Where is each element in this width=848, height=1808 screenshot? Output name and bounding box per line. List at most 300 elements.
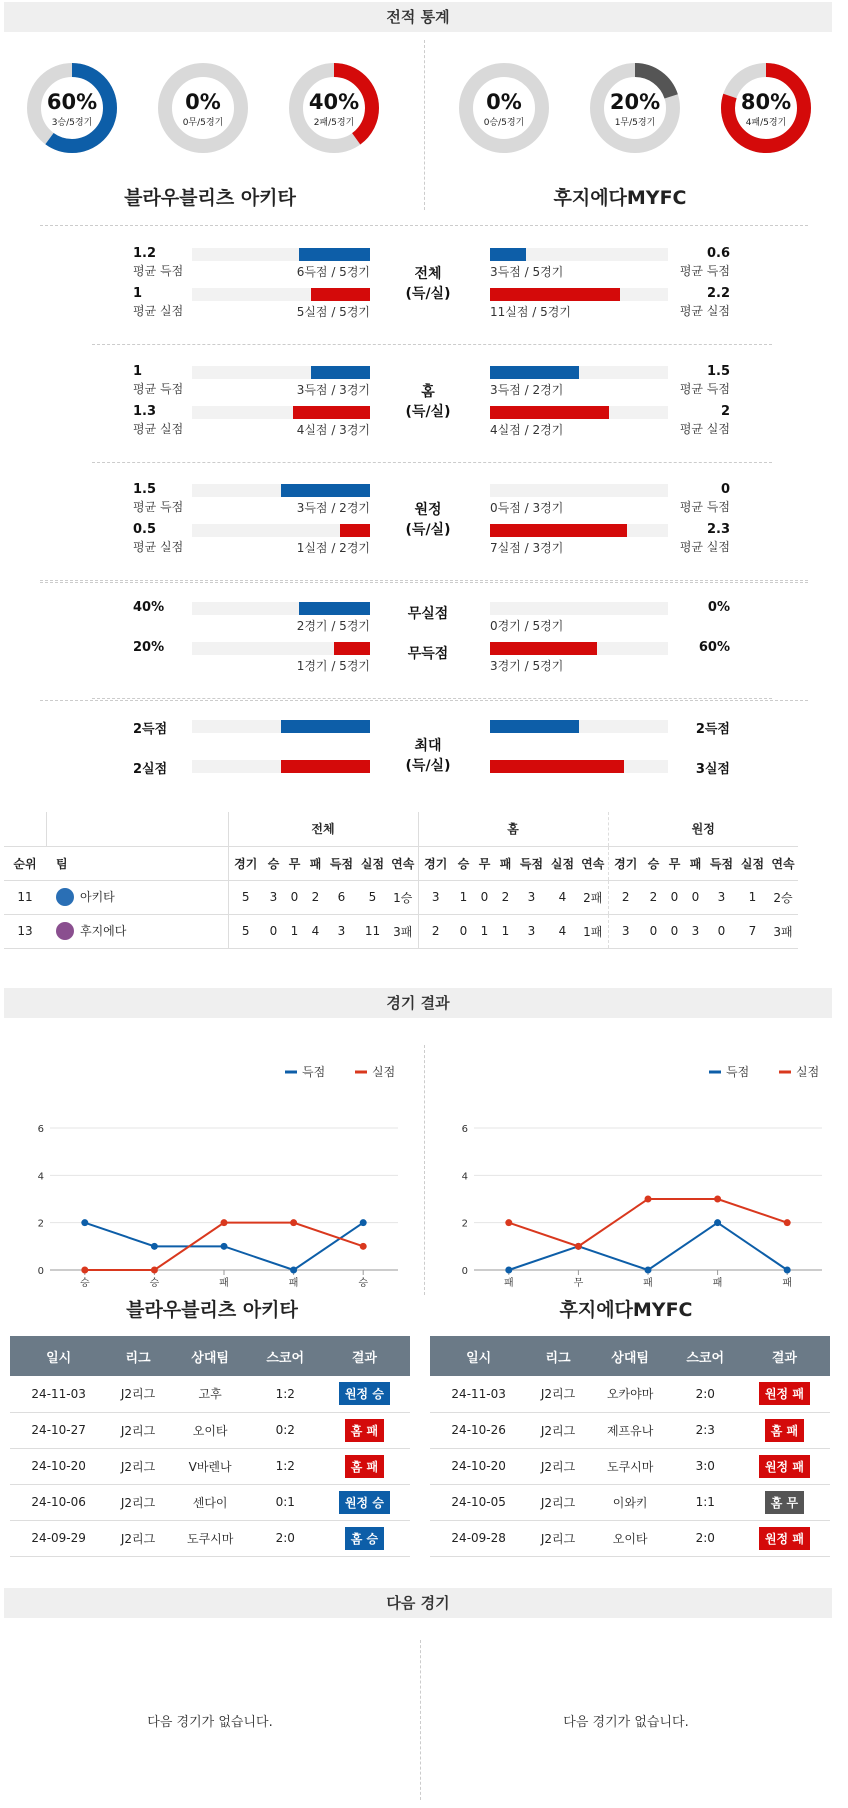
x-tick-label: 승: [358, 1278, 369, 1289]
home-stat-detail: 2경기 / 5경기: [296, 619, 370, 633]
away-stat-bar: [490, 248, 526, 261]
data-point: [784, 1219, 791, 1226]
result-outcome: [739, 1484, 830, 1520]
home-donut-2: [157, 62, 249, 154]
home-stat-value: 1: [133, 364, 143, 379]
results-col-header: 일시: [430, 1336, 527, 1376]
divider: [40, 700, 808, 701]
home-stat-detail: 3득점 / 2경기: [296, 501, 370, 515]
standings-cell: 3: [263, 880, 284, 914]
result-date: 24-10-06: [10, 1484, 107, 1520]
home-stat-detail: 1경기 / 5경기: [296, 659, 370, 673]
standings-col-연속: 연속: [768, 846, 798, 880]
standings-col-승: 승: [263, 846, 284, 880]
result-score: 1:2: [252, 1448, 319, 1484]
home-stat-bar: [299, 602, 370, 615]
standings-col-경기: 경기: [418, 846, 453, 880]
away-stat-track: [490, 484, 668, 497]
home-stat-detail: 1실점 / 2경기: [296, 541, 370, 555]
standings-cell: 1: [284, 914, 305, 948]
result-score: 3:0: [672, 1448, 739, 1484]
standings-cell: 3: [706, 880, 737, 914]
away-stat-value: 0%: [707, 600, 730, 615]
away-stat-detail: 0득점 / 3경기: [490, 501, 564, 515]
result-opponent: 이와키: [589, 1484, 672, 1520]
section-title-next: 다음 경기: [4, 1588, 832, 1618]
home-stat-detail: 4실점 / 3경기: [296, 423, 370, 437]
result-opponent: 오카야마: [589, 1376, 672, 1412]
standings-row: [4, 914, 798, 948]
x-tick-label: 승: [149, 1278, 160, 1289]
data-point: [81, 1219, 88, 1226]
away-score-chart: [424, 1030, 848, 1289]
standings-col-rank: 순위: [4, 846, 46, 880]
y-tick-label: 2: [461, 1218, 468, 1230]
standings-group-away: 원정: [608, 812, 798, 846]
standings-col-연속: 연속: [388, 846, 418, 880]
standings-cell: 2: [418, 914, 453, 948]
home-stat-value: 40%: [133, 600, 165, 615]
result-score: 2:0: [672, 1520, 739, 1556]
away-stat-bar: [490, 642, 597, 655]
y-tick-label: 2: [37, 1218, 44, 1230]
divider: [92, 698, 772, 699]
results-row: [10, 1484, 410, 1520]
home-stat-label: 평균 득점: [133, 500, 184, 514]
result-badge: 홈 패: [345, 1419, 384, 1442]
standings-team[interactable]: [46, 914, 228, 948]
standings-cell: 4: [547, 880, 578, 914]
result-date: 24-11-03: [10, 1376, 107, 1412]
standings-rank: 13: [4, 914, 46, 948]
away-stat-bar: [490, 406, 609, 419]
away-stat-value: 1.5: [706, 364, 730, 379]
standings-col-패: 패: [495, 846, 516, 880]
data-point: [151, 1267, 158, 1274]
standings-cell: 0: [284, 880, 305, 914]
results-row: [430, 1520, 830, 1556]
divider: [92, 344, 772, 345]
standings-col-승: 승: [453, 846, 474, 880]
x-tick-label: 패: [288, 1278, 299, 1289]
result-outcome: [319, 1376, 410, 1412]
standings-cell: 3: [516, 914, 547, 948]
x-tick-label: 패: [782, 1278, 793, 1289]
standings-cell: 2승: [768, 880, 798, 914]
standings-cell: 0: [453, 914, 474, 948]
result-opponent: 도쿠시마: [589, 1448, 672, 1484]
stat-group-label: 홈 (득/실): [405, 384, 451, 420]
result-league: J2리그: [107, 1412, 168, 1448]
home-stat-value: 20%: [133, 640, 165, 655]
away-donut-1: [458, 62, 550, 154]
standings-cell: 0: [685, 880, 706, 914]
result-league: J2리그: [527, 1520, 588, 1556]
home-stat-bar: [311, 288, 370, 301]
standings-cell: 0: [263, 914, 284, 948]
standings-col-실점: 실점: [357, 846, 388, 880]
away-stat-detail: 3득점 / 2경기: [490, 383, 564, 397]
result-date: 24-10-05: [430, 1484, 527, 1520]
results-col-header: 일시: [10, 1336, 107, 1376]
home-results-table: [10, 1336, 410, 1557]
result-league: J2리그: [527, 1484, 588, 1520]
away-stat-value: 60%: [698, 640, 730, 655]
x-tick-label: 패: [219, 1278, 229, 1289]
donut-percent: 0%: [486, 90, 522, 114]
x-tick-label: 무: [573, 1278, 584, 1289]
donut-sub: 0승/5경기: [483, 118, 525, 128]
home-stat-value: 1.2: [133, 246, 157, 261]
home-stat-label: 평균 실점: [133, 540, 184, 554]
away-stat-value: 0.6: [706, 246, 730, 261]
home-stat-value: 1: [133, 286, 143, 301]
data-point: [575, 1243, 582, 1250]
standings-cell: 2: [305, 880, 326, 914]
section-title-head-to-head: 전적 통계: [4, 2, 832, 32]
away-stat-detail: 4실점 / 2경기: [490, 423, 564, 437]
standings-cell: 4: [547, 914, 578, 948]
standings-group-all: 전체: [228, 812, 418, 846]
donut-percent: 60%: [46, 90, 98, 114]
legend-label: 실점: [796, 1065, 820, 1079]
data-point: [505, 1267, 512, 1274]
away-stat-detail: 3경기 / 5경기: [490, 659, 564, 673]
standings-col-승: 승: [643, 846, 664, 880]
section-title-results: 경기 결과: [4, 988, 832, 1018]
home-next-game-message: 다음 경기가 없습니다.: [147, 1715, 273, 1730]
standings-col-무: 무: [664, 846, 685, 880]
result-opponent: 센다이: [169, 1484, 252, 1520]
standings-table: [4, 812, 798, 949]
standings-rank: 11: [4, 880, 46, 914]
donut-sub: 3승/5경기: [51, 118, 93, 128]
results-col-header: 스코어: [672, 1336, 739, 1376]
away-stat-value: 2득점: [695, 722, 730, 737]
away-stat-label: 평균 실점: [679, 422, 730, 436]
standings-col-패: 패: [685, 846, 706, 880]
away-stat-detail: 3득점 / 5경기: [490, 265, 564, 279]
y-tick-label: 4: [461, 1171, 468, 1183]
results-col-header: 결과: [319, 1336, 410, 1376]
home-stat-label: 평균 득점: [133, 264, 184, 278]
standings-col-패: 패: [305, 846, 326, 880]
result-score: 0:2: [252, 1412, 319, 1448]
home-stat-bar: [340, 524, 370, 537]
away-stat-bar: [490, 366, 579, 379]
stat-group-label: 무득점: [407, 646, 449, 662]
data-point: [645, 1196, 652, 1203]
results-col-header: 상대팀: [169, 1336, 252, 1376]
donut-sub: 1무/5경기: [614, 118, 656, 128]
standings-col-실점: 실점: [547, 846, 578, 880]
result-outcome: [319, 1448, 410, 1484]
away-donut-2: [589, 62, 681, 154]
away-stat-value: 2: [720, 404, 730, 419]
standings-cell: 2패: [578, 880, 608, 914]
standings-col-연속: 연속: [578, 846, 608, 880]
result-league: J2리그: [107, 1484, 168, 1520]
data-point: [221, 1219, 228, 1226]
away-stat-detail: 11실점 / 5경기: [490, 305, 571, 319]
away-stat-track: [490, 602, 668, 615]
standings-cell: 0: [643, 914, 664, 948]
home-stat-bar: [293, 406, 370, 419]
home-donut-1: [26, 62, 118, 154]
result-badge: 원정 패: [759, 1382, 810, 1405]
result-outcome: [319, 1520, 410, 1556]
standings-cell: 2: [608, 880, 643, 914]
standings-col-무: 무: [474, 846, 495, 880]
standings-cell: 0: [474, 880, 495, 914]
legend-label: 실점: [372, 1065, 396, 1079]
result-score: 2:3: [672, 1412, 739, 1448]
standings-cell: 11: [357, 914, 388, 948]
home-stat-detail: 5실점 / 5경기: [296, 305, 370, 319]
home-stat-label: 평균 실점: [133, 304, 184, 318]
result-outcome: [319, 1412, 410, 1448]
home-stat-label: 평균 득점: [133, 382, 184, 396]
standings-cell: 4: [305, 914, 326, 948]
results-col-header: 스코어: [252, 1336, 319, 1376]
standings-col-실점: 실점: [737, 846, 768, 880]
donut-percent: 0%: [185, 90, 221, 114]
result-score: 2:0: [252, 1520, 319, 1556]
home-stat-bar: [311, 366, 370, 379]
result-badge: 홈 패: [765, 1419, 804, 1442]
y-tick-label: 0: [37, 1266, 44, 1277]
divider: [40, 580, 808, 581]
donut-sub: 2패/5경기: [313, 118, 355, 128]
results-row: [10, 1520, 410, 1556]
away-stat-detail: 0경기 / 5경기: [490, 619, 564, 633]
standings-cell: 3: [608, 914, 643, 948]
results-row: [430, 1448, 830, 1484]
data-point: [81, 1267, 88, 1274]
result-date: 24-10-27: [10, 1412, 107, 1448]
result-outcome: [739, 1412, 830, 1448]
result-badge: 홈 패: [345, 1455, 384, 1478]
legend-label: 득점: [302, 1065, 326, 1079]
legend-label: 득점: [726, 1065, 750, 1079]
result-league: J2리그: [107, 1520, 168, 1556]
standings-cell: 2: [495, 880, 516, 914]
home-stat-bar: [281, 484, 370, 497]
standings-cell: 5: [228, 880, 263, 914]
home-score-chart: [0, 1030, 424, 1289]
result-league: J2리그: [527, 1376, 588, 1412]
away-next-game-message: 다음 경기가 없습니다.: [563, 1715, 689, 1730]
standings-group-home: 홈: [418, 812, 608, 846]
result-score: 1:1: [672, 1484, 739, 1520]
standings-cell: 3: [326, 914, 357, 948]
result-league: J2리그: [527, 1412, 588, 1448]
standings-col-득점: 득점: [516, 846, 547, 880]
standings-cell: 0: [664, 914, 685, 948]
result-badge: 원정 패: [759, 1455, 810, 1478]
result-opponent: V바렌나: [169, 1448, 252, 1484]
away-stat-bar: [490, 720, 579, 733]
result-date: 24-09-28: [430, 1520, 527, 1556]
home-stat-detail: 6득점 / 5경기: [296, 265, 370, 279]
away-team-name: 후지에다MYFC: [553, 187, 687, 209]
home-stat-bar: [334, 642, 370, 655]
results-row: [10, 1412, 410, 1448]
standings-col-득점: 득점: [326, 846, 357, 880]
result-score: 0:1: [252, 1484, 319, 1520]
home-stat-bar: [299, 248, 370, 261]
result-date: 24-10-20: [10, 1448, 107, 1484]
standings-col-경기: 경기: [228, 846, 263, 880]
away-results-team-name: 후지에다MYFC: [559, 1299, 693, 1321]
data-point: [290, 1267, 297, 1274]
divider: [420, 1640, 421, 1800]
standings-cell: 5: [357, 880, 388, 914]
home-stat-value: 0.5: [133, 522, 157, 537]
divider: [424, 40, 425, 210]
x-tick-label: 패: [503, 1278, 514, 1289]
home-results-team-name: 블라우블리츠 아키타: [126, 1299, 298, 1321]
x-tick-label: 승: [79, 1278, 90, 1289]
data-point: [784, 1267, 791, 1274]
donut-percent: 80%: [740, 90, 792, 114]
data-point: [505, 1219, 512, 1226]
home-stat-label: 평균 실점: [133, 422, 184, 436]
result-outcome: [739, 1520, 830, 1556]
result-opponent: 오이타: [169, 1412, 252, 1448]
standings-cell: 6: [326, 880, 357, 914]
away-stat-label: 평균 실점: [679, 304, 730, 318]
divider: [92, 462, 772, 463]
away-stat-bar: [490, 760, 624, 773]
standings-cell: 1: [737, 880, 768, 914]
standings-cell: 3: [685, 914, 706, 948]
results-col-header: 리그: [107, 1336, 168, 1376]
result-opponent: 오이타: [589, 1520, 672, 1556]
results-col-header: 상대팀: [589, 1336, 672, 1376]
result-league: J2리그: [107, 1376, 168, 1412]
away-donut-3: [720, 62, 812, 154]
data-point: [151, 1243, 158, 1250]
team-name: 아키타: [80, 889, 115, 904]
standings-cell: 3: [418, 880, 453, 914]
standings-cell: 3패: [768, 914, 798, 948]
result-date: 24-11-03: [430, 1376, 527, 1412]
data-point: [221, 1243, 228, 1250]
x-tick-label: 패: [712, 1278, 723, 1289]
result-badge: 원정 승: [339, 1491, 390, 1514]
home-stat-bar: [281, 720, 370, 733]
home-stat-value: 2득점: [133, 722, 168, 737]
home-team-name: 블라우블리츠 아키타: [124, 187, 296, 209]
donut-percent: 40%: [308, 90, 360, 114]
standings-row: [4, 880, 798, 914]
result-badge: 원정 패: [759, 1527, 810, 1550]
away-stat-detail: 7실점 / 3경기: [490, 541, 564, 555]
result-league: J2리그: [107, 1448, 168, 1484]
standings-cell: 0: [706, 914, 737, 948]
away-stat-value: 3실점: [695, 762, 730, 777]
away-stat-label: 평균 득점: [679, 382, 730, 396]
standings-cell: 3패: [388, 914, 418, 948]
stat-group-label: 최대 (득/실): [405, 738, 451, 774]
standings-cell: 1: [495, 914, 516, 948]
result-league: J2리그: [527, 1448, 588, 1484]
data-point: [360, 1243, 367, 1250]
team-name: 후지에다: [80, 923, 127, 938]
result-score: 1:2: [252, 1376, 319, 1412]
results-row: [430, 1412, 830, 1448]
results-col-header: 리그: [527, 1336, 588, 1376]
standings-cell: 2: [643, 880, 664, 914]
data-point: [645, 1267, 652, 1274]
standings-team[interactable]: [46, 880, 228, 914]
standings-cell: 1패: [578, 914, 608, 948]
result-outcome: [739, 1448, 830, 1484]
results-row: [10, 1376, 410, 1412]
stat-group-label: 무실점: [407, 606, 449, 622]
standings-cell: 1: [453, 880, 474, 914]
home-stat-detail: 3득점 / 3경기: [296, 383, 370, 397]
home-stat-value: 2실점: [133, 762, 168, 777]
result-opponent: 고후: [169, 1376, 252, 1412]
result-badge: 홈 무: [765, 1491, 804, 1514]
home-stat-value: 1.5: [133, 482, 157, 497]
standings-cell: 3: [516, 880, 547, 914]
standings-col-득점: 득점: [706, 846, 737, 880]
result-opponent: 제프유나: [589, 1412, 672, 1448]
donut-sub: 0무/5경기: [182, 118, 224, 128]
standings-cell: 1: [474, 914, 495, 948]
y-tick-label: 6: [461, 1124, 468, 1135]
away-stat-bar: [490, 288, 620, 301]
away-stat-label: 평균 실점: [679, 540, 730, 554]
result-opponent: 도쿠시마: [169, 1520, 252, 1556]
team-logo-icon: [56, 922, 74, 940]
standings-col-무: 무: [284, 846, 305, 880]
y-tick-label: 0: [461, 1266, 468, 1277]
away-stat-value: 2.2: [706, 286, 730, 301]
team-logo-icon: [56, 888, 74, 906]
result-outcome: [739, 1376, 830, 1412]
divider: [40, 225, 808, 226]
standings-cell: 7: [737, 914, 768, 948]
data-point: [714, 1219, 721, 1226]
y-tick-label: 4: [37, 1171, 44, 1183]
standings-cell: 0: [664, 880, 685, 914]
result-badge: 홈 승: [345, 1527, 384, 1550]
stat-group-label: 원정 (득/실): [405, 502, 451, 538]
results-row: [10, 1448, 410, 1484]
results-row: [430, 1376, 830, 1412]
donut-percent: 20%: [609, 90, 661, 114]
x-tick-label: 패: [643, 1278, 653, 1289]
home-stat-value: 1.3: [133, 404, 157, 419]
results-col-header: 결과: [739, 1336, 830, 1376]
standings-cell: 5: [228, 914, 263, 948]
data-point: [714, 1196, 721, 1203]
results-row: [430, 1484, 830, 1520]
home-donut-3: [288, 62, 380, 154]
away-results-table: [430, 1336, 830, 1557]
result-outcome: [319, 1484, 410, 1520]
result-date: 24-09-29: [10, 1520, 107, 1556]
result-score: 2:0: [672, 1376, 739, 1412]
divider: [40, 582, 808, 583]
away-stat-value: 0: [720, 482, 730, 497]
series-line-scored: [509, 1223, 787, 1270]
away-stat-bar: [490, 524, 627, 537]
